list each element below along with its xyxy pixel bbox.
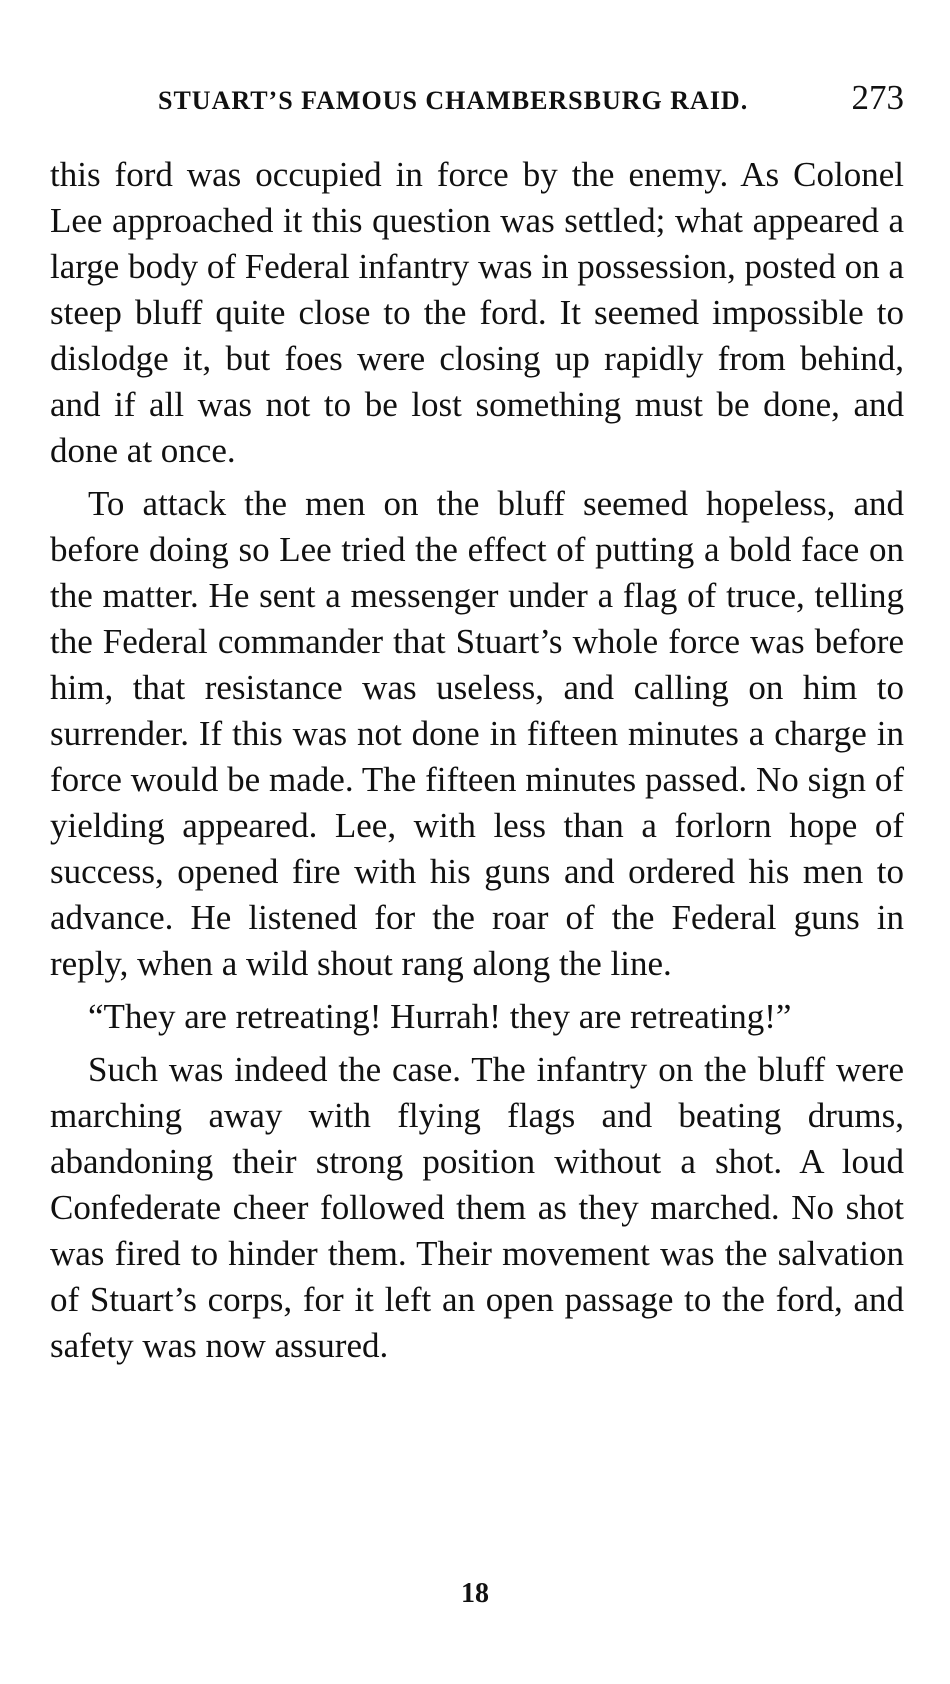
paragraph-continued: this ford was occupied in force by the enemy. As Colonel Lee approached it this question was settled; what appeared a large body of Federal infantry was in possession, posted on a steep bluff quite close to the ford. It seemed impossible to dislodge it, but foes were closing up rapidly from behind, and if all was not to be lost something must be done, and done at once. xyxy=(50,155,904,470)
running-title: STUART’S FAMOUS CHAMBERSBURG RAID. xyxy=(158,86,749,115)
page-number: 273 xyxy=(851,78,904,117)
paragraph-retreat: Such was indeed the case. The infantry on the bluff were marching away with flying flags and beating drums, abandoning their strong position without a shot. A loud Confederate cheer followed them as they marched. No shot was fired to hinder them. Their movement was the salvation of Stuart’s corps, for it left an open passage to the ford, and safety was now assured. xyxy=(50,1050,904,1365)
paragraph-flag-of-truce: To attack the men on the bluff seemed hopeless, and before doing so Lee tried the effect of putting a bold face on the matter. He sent a messenger under a flag of truce, telling the Federal commander that Stuart’s whole force was before him, that resistance was useless, and calling on him to surrender. If this was not done in fifteen minutes a charge in force would be made. The fifteen minutes passed. No sign of yielding appeared. Lee, with less than a forlorn hope of success, opened fire with his guns and ordered his men to advance. He listened for the roar of the Federal guns in reply, when a wild shout rang along the line. xyxy=(50,484,904,983)
signature-mark: 18 xyxy=(461,1578,489,1609)
running-head xyxy=(50,78,904,128)
paragraph-quote: “They are retreating! Hurrah! they are retreating!” xyxy=(88,997,792,1036)
body-text xyxy=(50,152,904,1376)
